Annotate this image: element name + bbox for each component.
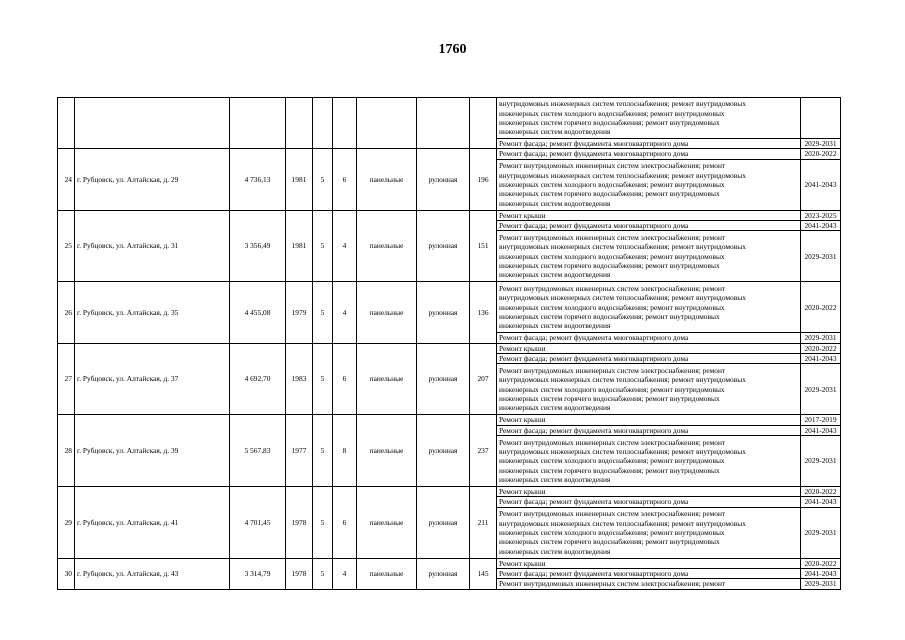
empty-cell bbox=[58, 98, 75, 149]
house-walls: панельные bbox=[357, 487, 417, 559]
work-text-line: Ремонт внутридомовых инженерных систем электроснабжения; ремонт bbox=[499, 366, 726, 376]
house-floors: 5 bbox=[313, 282, 333, 343]
work-text-line: инженерных систем горячего водоснабжения; ремонт внутридомовых bbox=[499, 537, 720, 547]
table-row bbox=[58, 282, 841, 333]
house-area: 5 567,83 bbox=[230, 415, 286, 487]
work-type-facade: Ремонт фасада; ремонт фундамента многоквартирного дома bbox=[497, 333, 801, 343]
house-apartments: 237 bbox=[470, 415, 497, 487]
work-type-systems bbox=[497, 282, 801, 333]
work-type-systems-continued bbox=[497, 98, 801, 139]
house-apartments: 151 bbox=[470, 210, 497, 282]
house-roof-type: рулонная bbox=[417, 487, 470, 559]
work-period: 2017-2019 bbox=[801, 415, 841, 425]
house-walls: панельные bbox=[357, 343, 417, 415]
house-year: 1977 bbox=[286, 415, 313, 487]
work-text-line: инженерных систем холодного водоснабжения; ремонт внутридомовых bbox=[499, 302, 725, 312]
work-type-facade: Ремонт фасада; ремонт фундамента многоквартирного дома bbox=[497, 497, 801, 507]
house-entrances: 4 bbox=[333, 210, 357, 282]
house-apartments: 207 bbox=[470, 343, 497, 415]
work-period: 2041-2043 bbox=[801, 159, 841, 210]
work-type-facade: Ремонт фасада; ремонт фундамента многоквартирного дома bbox=[497, 569, 801, 579]
work-period bbox=[801, 98, 841, 139]
house-address: г. Рубцовск, ул. Алтайская, д. 41 bbox=[75, 487, 230, 559]
empty-cell bbox=[230, 98, 286, 149]
house-area: 4 692,70 bbox=[230, 343, 286, 415]
work-text-line: инженерных систем холодного водоснабжения; ремонт внутридомовых bbox=[499, 251, 725, 261]
work-text-line: инженерных систем водоотведения bbox=[499, 403, 611, 413]
house-year: 1981 bbox=[286, 210, 313, 282]
table-row bbox=[58, 149, 841, 159]
house-entrances: 4 bbox=[333, 282, 357, 343]
house-year: 1978 bbox=[286, 487, 313, 559]
table-row bbox=[58, 210, 841, 220]
house-year: 1983 bbox=[286, 343, 313, 415]
house-year: 1981 bbox=[286, 149, 313, 210]
house-roof-type: рулонная bbox=[417, 415, 470, 487]
work-text-line: инженерных систем водоотведения bbox=[499, 198, 611, 208]
work-period: 2041-2043 bbox=[801, 569, 841, 579]
work-period: 2029-2031 bbox=[801, 333, 841, 343]
work-period: 2029-2031 bbox=[801, 507, 841, 558]
work-period: 2029-2031 bbox=[801, 579, 841, 589]
house-floors: 5 bbox=[313, 487, 333, 559]
house-address: г. Рубцовск, ул. Алтайская, д. 31 bbox=[75, 210, 230, 282]
house-walls: панельные bbox=[357, 149, 417, 210]
work-type-roof: Ремонт крыши bbox=[497, 487, 801, 497]
work-text-line: инженерных систем горячего водоснабжения; ремонт внутридомовых bbox=[499, 189, 720, 199]
house-apartments: 145 bbox=[470, 558, 497, 589]
house-entrances: 6 bbox=[333, 343, 357, 415]
work-type-roof: Ремонт крыши bbox=[497, 415, 801, 425]
work-period: 2020-2022 bbox=[801, 282, 841, 333]
work-text-line: инженерных систем холодного водоснабжения; ремонт внутридомовых bbox=[499, 456, 725, 466]
house-entrances: 8 bbox=[333, 415, 357, 487]
row-number: 27 bbox=[58, 343, 75, 415]
house-walls: панельные bbox=[357, 282, 417, 343]
work-text-line: Ремонт внутридомовых инженерных систем электроснабжения; ремонт bbox=[499, 161, 726, 171]
work-text-line: Ремонт внутридомовых инженерных систем электроснабжения; ремонт bbox=[499, 284, 726, 294]
house-area: 3 314,79 bbox=[230, 558, 286, 589]
house-area: 4 736,13 bbox=[230, 149, 286, 210]
house-year: 1978 bbox=[286, 558, 313, 589]
row-number: 26 bbox=[58, 282, 75, 343]
work-text-line: инженерных систем горячего водоснабжения; ремонт внутридомовых bbox=[499, 261, 720, 271]
work-text-line: Ремонт внутридомовых инженерных систем электроснабжения; ремонт bbox=[499, 437, 726, 447]
work-text-line: инженерных систем водоотведения bbox=[499, 321, 611, 331]
work-period: 2041-2043 bbox=[801, 354, 841, 364]
work-text-line: внутридомовых инженерных систем теплоснабжения; ремонт внутридомовых bbox=[499, 99, 746, 109]
work-period: 2041-2043 bbox=[801, 497, 841, 507]
work-text-line: инженерных систем холодного водоснабжения; ремонт внутридомовых bbox=[499, 108, 725, 118]
work-text-line: инженерных систем холодного водоснабжения; ремонт внутридомовых bbox=[499, 180, 725, 190]
house-walls: панельные bbox=[357, 558, 417, 589]
house-floors: 5 bbox=[313, 558, 333, 589]
house-apartments: 211 bbox=[470, 487, 497, 559]
work-type-facade: Ремонт фасада; ремонт фундамента многоквартирного дома bbox=[497, 139, 801, 149]
house-address: г. Рубцовск, ул. Алтайская, д. 37 bbox=[75, 343, 230, 415]
empty-cell bbox=[417, 98, 470, 149]
work-period: 2020-2022 bbox=[801, 149, 841, 159]
table-row bbox=[58, 487, 841, 497]
row-number: 28 bbox=[58, 415, 75, 487]
house-address: г. Рубцовск, ул. Алтайская, д. 39 bbox=[75, 415, 230, 487]
table-row bbox=[58, 415, 841, 425]
table-row bbox=[58, 558, 841, 568]
work-type-facade: Ремонт фасада; ремонт фундамента многоквартирного дома bbox=[497, 149, 801, 159]
work-text-line: внутридомовых инженерных систем теплоснабжения; ремонт внутридомовых bbox=[499, 242, 746, 252]
work-type-systems: Ремонт внутридомовых инженерных систем электроснабжения; ремонт bbox=[497, 579, 801, 589]
work-text-line: инженерных систем горячего водоснабжения; ремонт внутридомовых bbox=[499, 394, 720, 404]
work-period: 2029-2031 bbox=[801, 231, 841, 282]
house-floors: 5 bbox=[313, 149, 333, 210]
house-entrances: 4 bbox=[333, 558, 357, 589]
work-text-line: внутридомовых инженерных систем теплоснабжения; ремонт внутридомовых bbox=[499, 518, 746, 528]
empty-cell bbox=[313, 98, 333, 149]
table-row bbox=[58, 343, 841, 353]
row-number: 25 bbox=[58, 210, 75, 282]
work-type-systems bbox=[497, 436, 801, 487]
work-text-line: инженерных систем горячего водоснабжения; ремонт внутридомовых bbox=[499, 312, 720, 322]
work-period: 2020-2022 bbox=[801, 558, 841, 568]
page-number: 1760 bbox=[438, 42, 467, 57]
work-text-line: внутридомовых инженерных систем теплоснабжения; ремонт внутридомовых bbox=[499, 375, 746, 385]
house-apartments: 196 bbox=[470, 149, 497, 210]
work-type-roof: Ремонт крыши bbox=[497, 343, 801, 353]
work-text-line: Ремонт внутридомовых инженерных систем электроснабжения; ремонт bbox=[499, 509, 726, 519]
work-type-facade: Ремонт фасада; ремонт фундамента многоквартирного дома bbox=[497, 354, 801, 364]
work-text-line: инженерных систем горячего водоснабжения; ремонт внутридомовых bbox=[499, 118, 720, 127]
house-floors: 5 bbox=[313, 343, 333, 415]
house-area: 4 455,08 bbox=[230, 282, 286, 343]
house-roof-type: рулонная bbox=[417, 210, 470, 282]
house-apartments: 136 bbox=[470, 282, 497, 343]
work-period: 2023-2025 bbox=[801, 210, 841, 220]
work-text-line: инженерных систем холодного водоснабжения; ремонт внутридомовых bbox=[499, 384, 725, 394]
work-text-line: Ремонт внутридомовых инженерных систем электроснабжения; ремонт bbox=[499, 233, 726, 243]
house-area: 4 701,45 bbox=[230, 487, 286, 559]
work-period: 2029-2031 bbox=[801, 436, 841, 487]
work-text-line: внутридомовых инженерных систем теплоснабжения; ремонт внутридомовых bbox=[499, 293, 746, 303]
work-type-roof: Ремонт крыши bbox=[497, 210, 801, 220]
work-text-line: инженерных систем водоотведения bbox=[499, 475, 611, 485]
work-type-systems bbox=[497, 159, 801, 210]
house-address: г. Рубцовск, ул. Алтайская, д. 43 bbox=[75, 558, 230, 589]
house-address: г. Рубцовск, ул. Алтайская, д. 35 bbox=[75, 282, 230, 343]
house-area: 3 356,49 bbox=[230, 210, 286, 282]
empty-cell bbox=[333, 98, 357, 149]
house-roof-type: рулонная bbox=[417, 149, 470, 210]
work-text-line: внутридомовых инженерных систем теплоснабжения; ремонт внутридомовых bbox=[499, 170, 746, 180]
work-type-facade: Ремонт фасада; ремонт фундамента многоквартирного дома bbox=[497, 221, 801, 231]
house-year: 1979 bbox=[286, 282, 313, 343]
empty-cell bbox=[470, 98, 497, 149]
house-walls: панельные bbox=[357, 210, 417, 282]
capital-repair-table bbox=[57, 97, 841, 590]
house-roof-type: рулонная bbox=[417, 343, 470, 415]
work-text-line: инженерных систем холодного водоснабжения; ремонт внутридомовых bbox=[499, 528, 725, 538]
work-period: 2029-2031 bbox=[801, 139, 841, 149]
row-number: 24 bbox=[58, 149, 75, 210]
house-floors: 5 bbox=[313, 210, 333, 282]
work-type-systems bbox=[497, 364, 801, 415]
house-walls: панельные bbox=[357, 415, 417, 487]
house-roof-type: рулонная bbox=[417, 282, 470, 343]
work-period: 2041-2043 bbox=[801, 425, 841, 435]
work-text-line: инженерных систем водоотведения bbox=[499, 270, 611, 280]
work-text-line: инженерных систем горячего водоснабжения; ремонт внутридомовых bbox=[499, 465, 720, 475]
row-number: 29 bbox=[58, 487, 75, 559]
work-type-systems bbox=[497, 507, 801, 558]
table-row bbox=[58, 98, 841, 139]
empty-cell bbox=[286, 98, 313, 149]
work-type-facade: Ремонт фасада; ремонт фундамента многоквартирного дома bbox=[497, 425, 801, 435]
work-type-roof: Ремонт крыши bbox=[497, 558, 801, 568]
work-period: 2020-2022 bbox=[801, 487, 841, 497]
row-number: 30 bbox=[58, 558, 75, 589]
house-address: г. Рубцовск, ул. Алтайская, д. 29 bbox=[75, 149, 230, 210]
work-period: 2029-2031 bbox=[801, 364, 841, 415]
work-text-line: инженерных систем водоотведения bbox=[499, 127, 611, 137]
house-entrances: 6 bbox=[333, 487, 357, 559]
house-floors: 5 bbox=[313, 415, 333, 487]
empty-cell bbox=[75, 98, 230, 149]
house-entrances: 6 bbox=[333, 149, 357, 210]
work-text-line: внутридомовых инженерных систем теплоснабжения; ремонт внутридомовых bbox=[499, 447, 746, 457]
work-period: 2041-2043 bbox=[801, 221, 841, 231]
house-roof-type: рулонная bbox=[417, 558, 470, 589]
work-period: 2020-2022 bbox=[801, 343, 841, 353]
work-text-line: инженерных систем водоотведения bbox=[499, 546, 611, 556]
empty-cell bbox=[357, 98, 417, 149]
work-type-systems bbox=[497, 231, 801, 282]
